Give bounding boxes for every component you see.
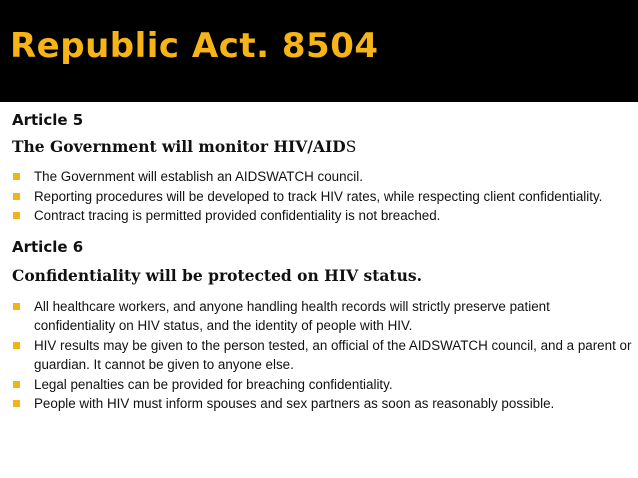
article-6-bullet-list <box>12 297 632 414</box>
bullet-square-icon <box>13 303 20 310</box>
bullet-text: Reporting procedures will be developed to track HIV rates, while respecting client confidentiality. <box>34 188 603 204</box>
article-5-heading <box>12 137 632 156</box>
bullet-square-icon <box>13 381 20 388</box>
bullet-text: People with HIV must inform spouses and sex partners as soon as reasonably possible. <box>34 396 555 411</box>
article-5-label: Article 5 <box>12 111 84 129</box>
article-5-bullet-list <box>12 167 632 226</box>
bullet-square-icon <box>13 193 20 200</box>
article-6-heading-main: Confidentiality will be protected on HIV status. <box>12 265 422 285</box>
article-6-label: Article 6 <box>12 237 84 256</box>
bullet-text: HIV results may be given to the person tested, an official of the AIDSWATCH council, and a parent or guardian. It cannot be given to anyone else. <box>34 337 632 372</box>
slide-content <box>12 108 632 414</box>
article-6-heading <box>12 266 632 285</box>
list-item <box>12 206 632 226</box>
article-6-section <box>12 238 632 414</box>
list-item <box>12 375 632 395</box>
bullet-square-icon <box>13 342 20 349</box>
bullet-square-icon <box>13 173 20 180</box>
bullet-text: Contract tracing is permitted provided confidentiality is not breached. <box>34 208 441 223</box>
article-5-heading-tail: S <box>345 138 357 156</box>
bullet-text: All healthcare workers, and anyone handling health records will strictly preserve patient confidentiality on HIV status, and the identity of people with HIV. <box>34 298 550 333</box>
bullet-text: Legal penalties can be provided for breaching confidentiality. <box>34 376 393 392</box>
list-item <box>12 297 632 336</box>
bullet-text: The Government will establish an AIDSWATCH council. <box>34 169 363 184</box>
list-item <box>12 394 632 414</box>
slide-title: Republic Act. 8504 <box>10 26 379 66</box>
list-item <box>12 187 632 207</box>
bullet-square-icon <box>13 400 20 407</box>
title-band <box>0 0 638 102</box>
bullet-square-icon <box>13 212 20 219</box>
list-item <box>12 336 632 375</box>
list-item <box>12 167 632 187</box>
article-5-heading-main: The Government will monitor HIV/AID <box>12 137 346 156</box>
article-5-section <box>12 111 632 226</box>
